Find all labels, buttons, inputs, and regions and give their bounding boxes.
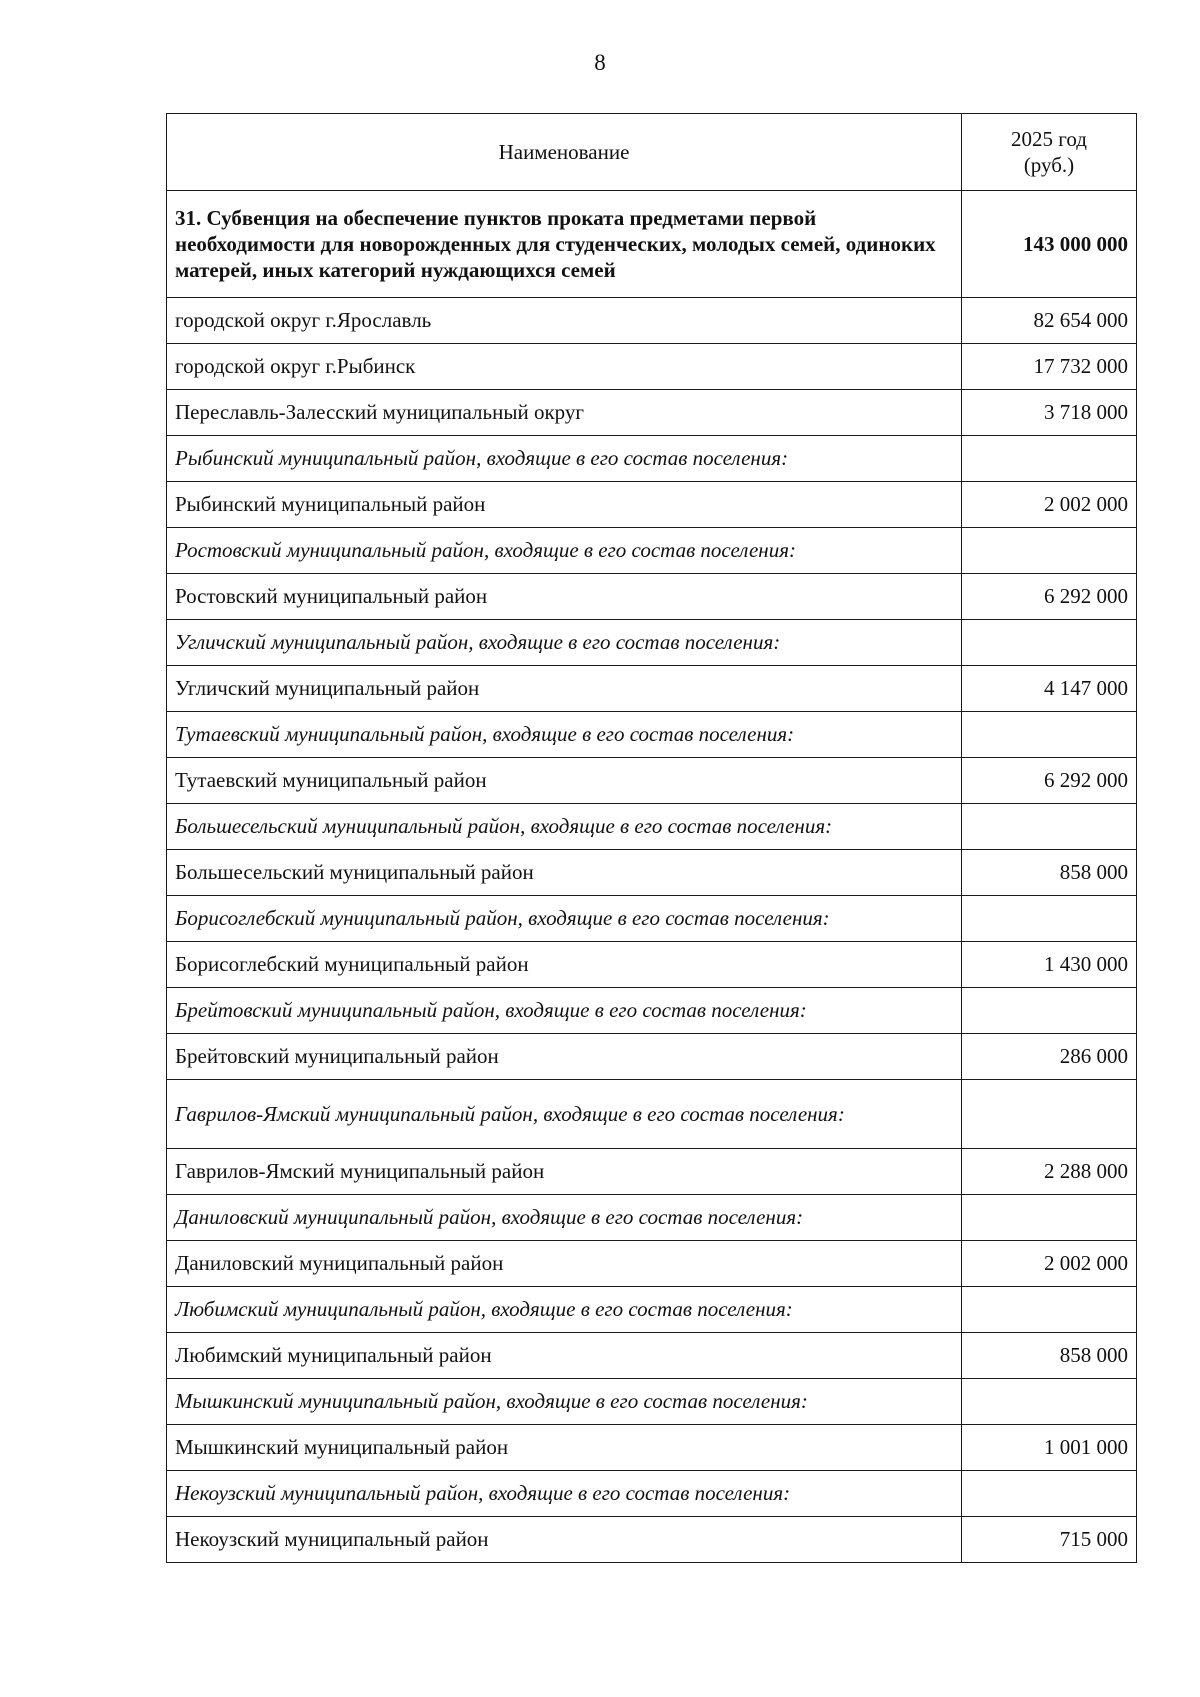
row-value: 715 000 bbox=[962, 1517, 1137, 1563]
row-value: 1 001 000 bbox=[962, 1425, 1137, 1471]
row-name: Любимский муниципальный район, входящие в его состав поселения: bbox=[167, 1287, 962, 1333]
table-row bbox=[167, 298, 1137, 344]
row-name: Ростовский муниципальный район, входящие в его состав поселения: bbox=[167, 528, 962, 574]
table-row bbox=[167, 1241, 1137, 1287]
section-row bbox=[167, 191, 1137, 298]
table-row bbox=[167, 1287, 1137, 1333]
table-row bbox=[167, 850, 1137, 896]
section-title: 31. Субвенция на обеспечение пунктов проката предметами первой необходимости для новорожденных для студенческих, молодых семей, одиноких матерей, иных категорий нуждающихся семей bbox=[167, 191, 962, 298]
row-name: Даниловский муниципальный район bbox=[167, 1241, 962, 1287]
row-value bbox=[962, 988, 1137, 1034]
row-name: Тутаевский муниципальный район bbox=[167, 758, 962, 804]
header-name: Наименование bbox=[167, 114, 962, 191]
row-value: 6 292 000 bbox=[962, 574, 1137, 620]
row-name: Ростовский муниципальный район bbox=[167, 574, 962, 620]
row-value: 2 002 000 bbox=[962, 1241, 1137, 1287]
row-value bbox=[962, 896, 1137, 942]
row-value: 4 147 000 bbox=[962, 666, 1137, 712]
row-name: Гаврилов-Ямский муниципальный район bbox=[167, 1149, 962, 1195]
row-value bbox=[962, 1471, 1137, 1517]
table-header-row bbox=[167, 114, 1137, 191]
table-row bbox=[167, 988, 1137, 1034]
header-year-unit: (руб.) bbox=[1023, 153, 1075, 177]
row-name: Рыбинский муниципальный район, входящие в его состав поселения: bbox=[167, 436, 962, 482]
row-name: Борисоглебский муниципальный район bbox=[167, 942, 962, 988]
table-row bbox=[167, 1333, 1137, 1379]
table-row bbox=[167, 1149, 1137, 1195]
row-name: Брейтовский муниципальный район, входящие в его состав поселения: bbox=[167, 988, 962, 1034]
row-name: Угличский муниципальный район, входящие в его состав поселения: bbox=[167, 620, 962, 666]
row-value bbox=[962, 1195, 1137, 1241]
row-value bbox=[962, 528, 1137, 574]
table-row bbox=[167, 1425, 1137, 1471]
row-value bbox=[962, 1080, 1137, 1149]
row-value: 2 002 000 bbox=[962, 482, 1137, 528]
row-name: Рыбинский муниципальный район bbox=[167, 482, 962, 528]
header-year bbox=[962, 114, 1137, 191]
table-row bbox=[167, 436, 1137, 482]
row-value: 2 288 000 bbox=[962, 1149, 1137, 1195]
row-name: Тутаевский муниципальный район, входящие в его состав поселения: bbox=[167, 712, 962, 758]
row-value bbox=[962, 620, 1137, 666]
table-row bbox=[167, 574, 1137, 620]
row-name: Мышкинский муниципальный район, входящие в его состав поселения: bbox=[167, 1379, 962, 1425]
header-year-label: 2025 год bbox=[1011, 126, 1087, 151]
row-value: 3 718 000 bbox=[962, 390, 1137, 436]
row-name: городской округ г.Ярославль bbox=[167, 298, 962, 344]
row-name: Борисоглебский муниципальный район, входящие в его состав поселения: bbox=[167, 896, 962, 942]
row-name: Любимский муниципальный район bbox=[167, 1333, 962, 1379]
table-row bbox=[167, 344, 1137, 390]
table-row bbox=[167, 1080, 1137, 1149]
table-row bbox=[167, 620, 1137, 666]
row-value bbox=[962, 436, 1137, 482]
row-name: городской округ г.Рыбинск bbox=[167, 344, 962, 390]
row-value: 858 000 bbox=[962, 850, 1137, 896]
row-value bbox=[962, 1379, 1137, 1425]
table-row bbox=[167, 1034, 1137, 1080]
budget-table bbox=[166, 113, 1137, 1563]
row-name: Некоузский муниципальный район bbox=[167, 1517, 962, 1563]
table-row bbox=[167, 666, 1137, 712]
row-name: Брейтовский муниципальный район bbox=[167, 1034, 962, 1080]
row-value: 858 000 bbox=[962, 1333, 1137, 1379]
row-name: Гаврилов-Ямский муниципальный район, входящие в его состав поселения: bbox=[167, 1080, 962, 1149]
table-row bbox=[167, 1517, 1137, 1563]
table-row bbox=[167, 1195, 1137, 1241]
table-row bbox=[167, 712, 1137, 758]
row-name: Даниловский муниципальный район, входящие в его состав поселения: bbox=[167, 1195, 962, 1241]
table-row bbox=[167, 758, 1137, 804]
row-value: 17 732 000 bbox=[962, 344, 1137, 390]
row-value bbox=[962, 1287, 1137, 1333]
table-row bbox=[167, 1471, 1137, 1517]
table-row bbox=[167, 942, 1137, 988]
table-row bbox=[167, 896, 1137, 942]
row-name: Большесельский муниципальный район, входящие в его состав поселения: bbox=[167, 804, 962, 850]
row-name: Большесельский муниципальный район bbox=[167, 850, 962, 896]
row-name: Мышкинский муниципальный район bbox=[167, 1425, 962, 1471]
row-name: Переславль-Залесский муниципальный округ bbox=[167, 390, 962, 436]
row-value bbox=[962, 712, 1137, 758]
page-number: 8 bbox=[594, 50, 606, 75]
row-value: 286 000 bbox=[962, 1034, 1137, 1080]
section-value: 143 000 000 bbox=[962, 191, 1137, 298]
row-name: Некоузский муниципальный район, входящие в его состав поселения: bbox=[167, 1471, 962, 1517]
row-value: 82 654 000 bbox=[962, 298, 1137, 344]
table-row bbox=[167, 482, 1137, 528]
table-row bbox=[167, 804, 1137, 850]
table-row bbox=[167, 528, 1137, 574]
table-row bbox=[167, 390, 1137, 436]
table-row bbox=[167, 1379, 1137, 1425]
row-name: Угличский муниципальный район bbox=[167, 666, 962, 712]
row-value: 6 292 000 bbox=[962, 758, 1137, 804]
row-value bbox=[962, 804, 1137, 850]
row-value: 1 430 000 bbox=[962, 942, 1137, 988]
